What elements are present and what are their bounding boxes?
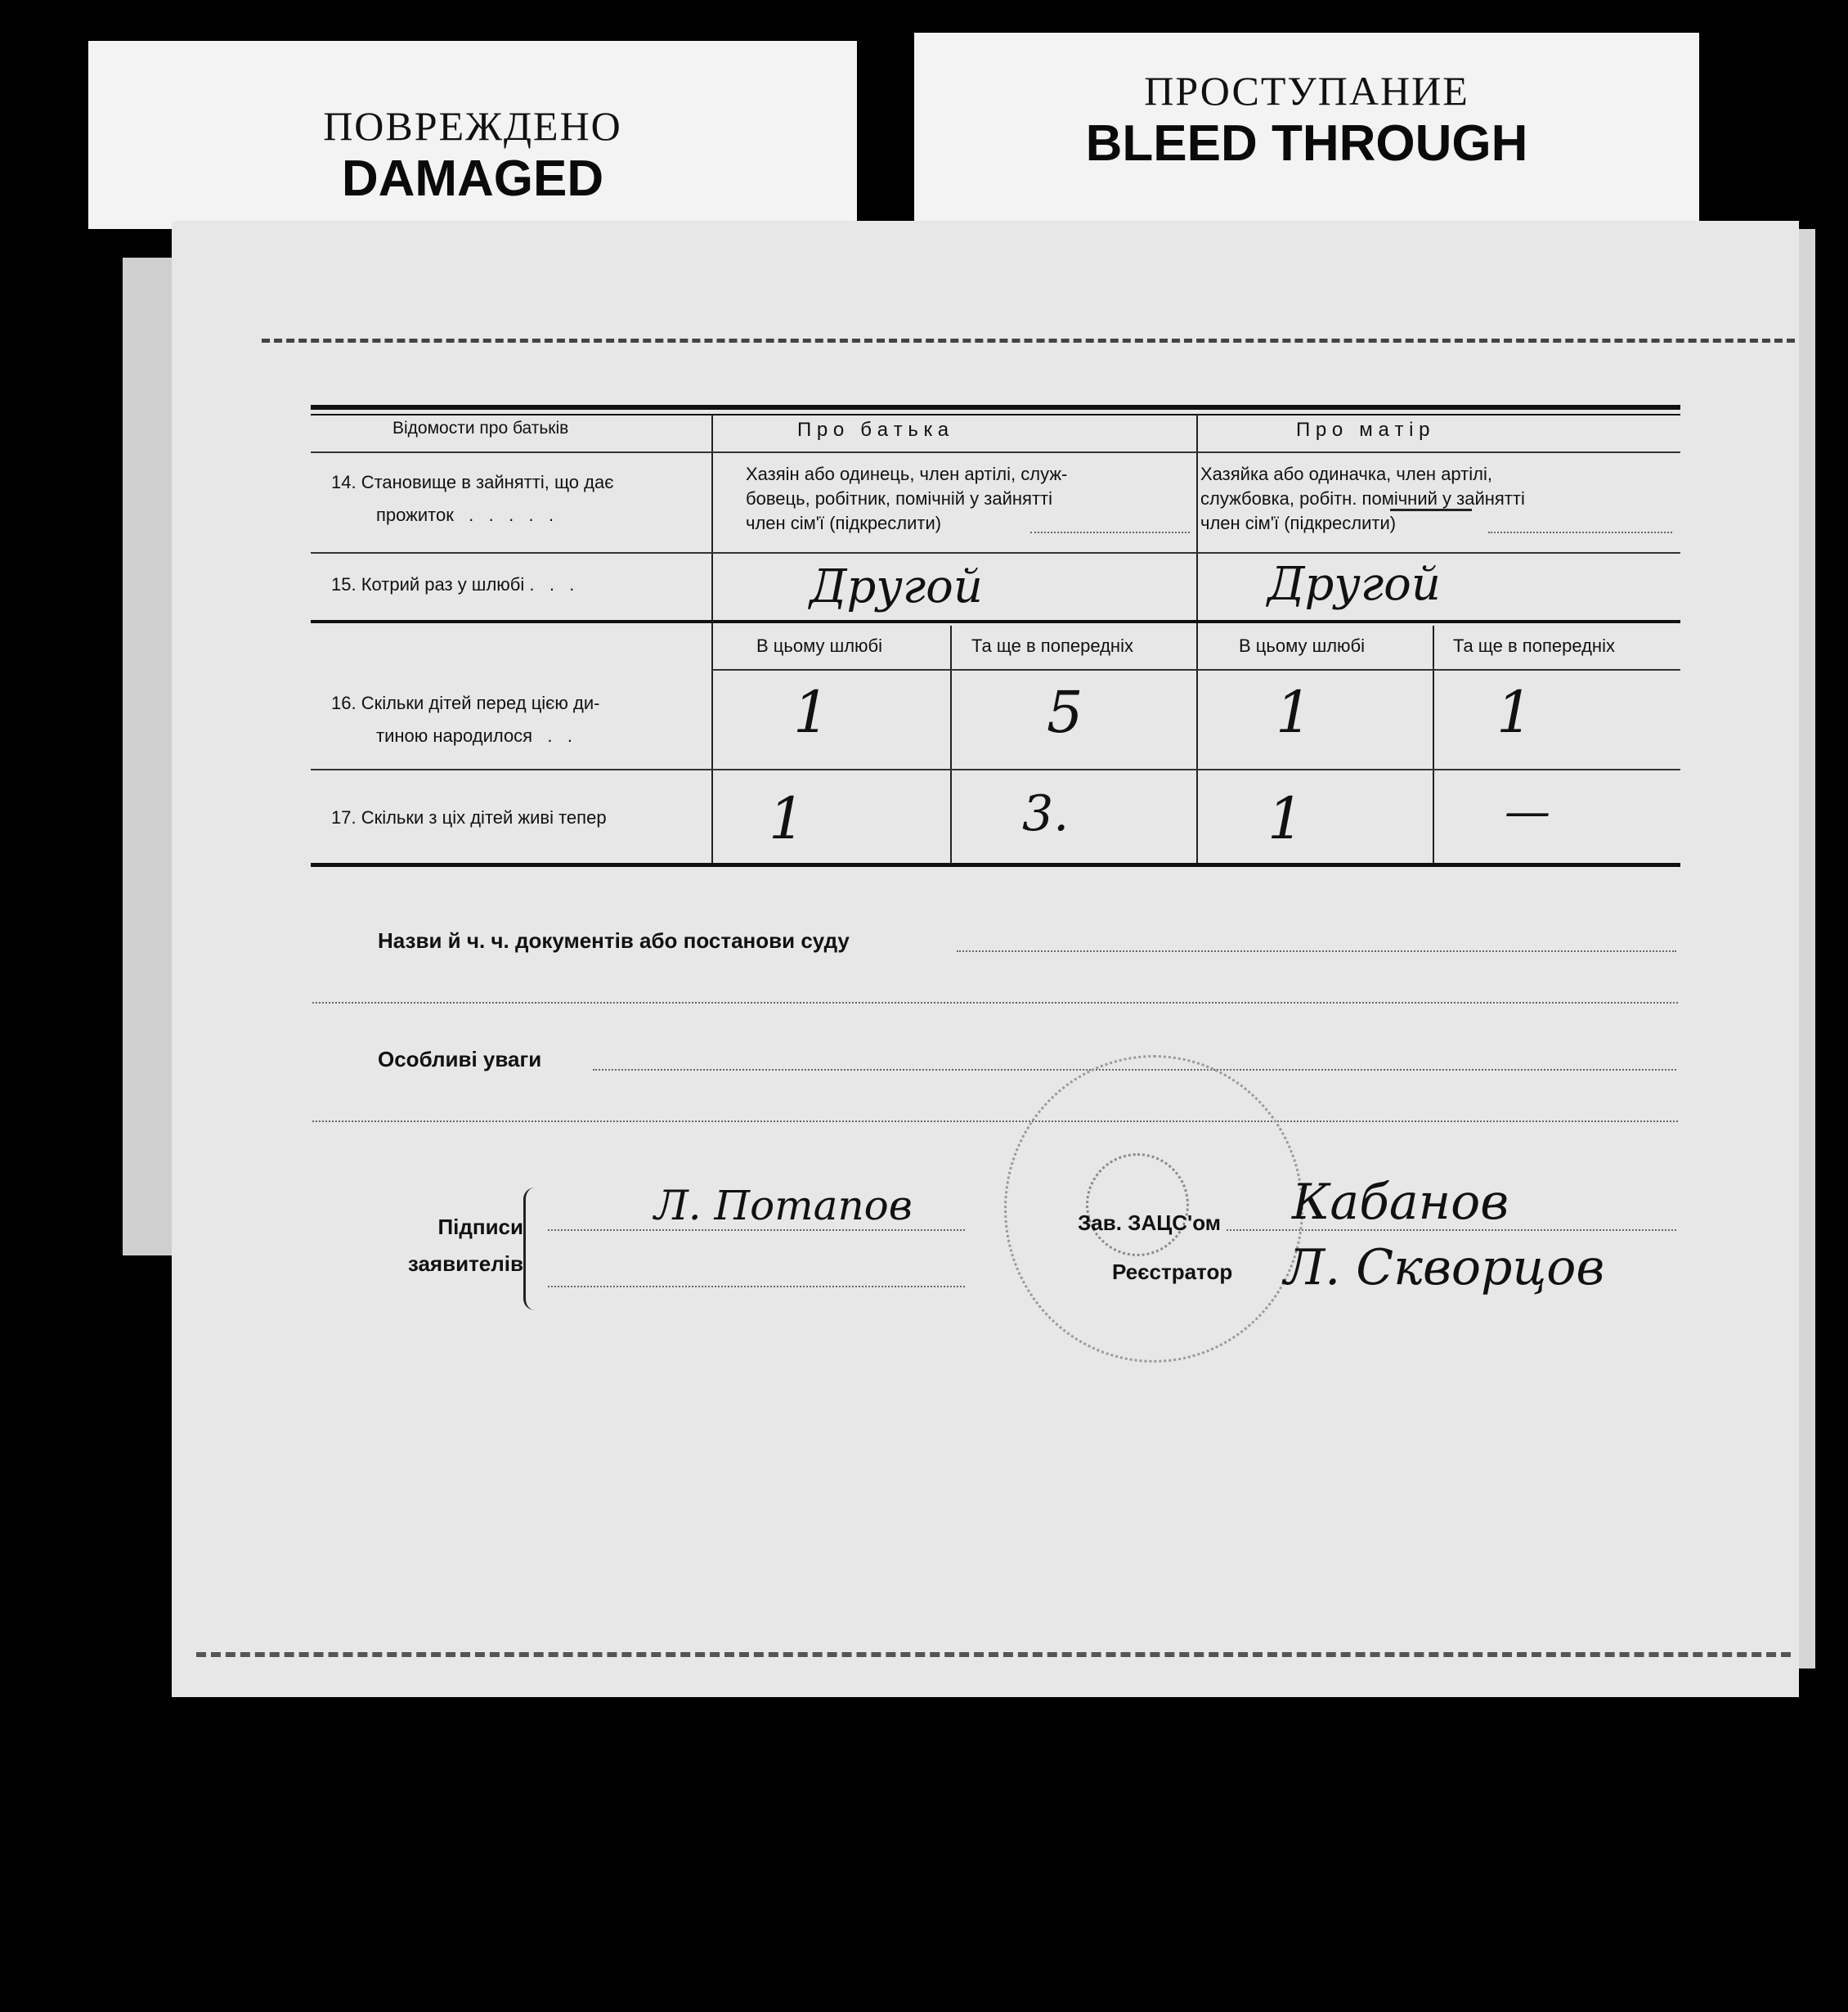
row14-label-line1: 14. Становище в зайнятті, що дає xyxy=(331,472,614,492)
row17-father-this: 1 xyxy=(769,785,805,852)
row17-mother-this: 1 xyxy=(1267,785,1304,852)
col-divider-mother-sub xyxy=(1433,626,1434,863)
row16-father-this: 1 xyxy=(793,679,830,746)
documents-line-2 xyxy=(312,1002,1678,1004)
notes-line-2 xyxy=(312,1121,1678,1122)
row16-label-line2: тиною народилося . . xyxy=(376,725,572,746)
mother-previous-header: Та ще в попередніх xyxy=(1453,635,1615,656)
table-top-rule xyxy=(311,405,1680,410)
row14-father-line1: Хазяін або одинець, член артілі, служ- xyxy=(746,464,1068,484)
row14-rule xyxy=(311,552,1680,554)
row14-mother-line2: службовка, робітн. помічний у зайнятті xyxy=(1200,488,1525,509)
row16-mother-this: 1 xyxy=(1276,679,1312,746)
head-of-registry-label: Зав. ЗАЦС'ом xyxy=(1078,1210,1221,1235)
row14-mother-line1: Хазяйка або одиначка, член артілі, xyxy=(1200,464,1492,484)
damaged-label-en: DAMAGED xyxy=(341,150,604,207)
row14-label-line2: прожиток . . . . . xyxy=(376,505,554,525)
father-previous-header: Та ще в попередніх xyxy=(971,635,1133,656)
header-row-rule xyxy=(311,451,1680,453)
row14-mother-dots xyxy=(1488,532,1672,533)
col-divider-label xyxy=(711,414,713,864)
row15-label: 15. Котрий раз у шлюбі . . . xyxy=(331,574,575,595)
perforation-bottom xyxy=(196,1652,1791,1657)
table-top-rule-thin xyxy=(311,414,1680,415)
head-signature: Кабанов xyxy=(1292,1174,1509,1231)
official-stamp-emblem xyxy=(1086,1153,1189,1256)
row14-father-dots xyxy=(1030,532,1190,533)
row14-father-line2: бовець, робітник, помічній у зайнятті xyxy=(746,488,1053,509)
signatures-label-line2: заявителів xyxy=(407,1251,523,1276)
signatures-label-line1: Підписи xyxy=(437,1215,523,1239)
row16-mother-previous: 1 xyxy=(1496,679,1533,746)
damaged-label-card xyxy=(88,41,857,229)
bleed-label-ru: ПРОСТУПАНИЕ xyxy=(1144,68,1469,114)
subheader-rule xyxy=(711,669,1680,671)
row14-mother-underline xyxy=(1390,509,1472,511)
row17-father-previous: 3. xyxy=(1022,785,1070,842)
row16-label-line1: 16. Скільки дітей перед цією ди- xyxy=(331,693,600,713)
bleed-through-label-card xyxy=(914,33,1699,229)
perforation-top xyxy=(262,339,1795,343)
row15-father-value: Другой xyxy=(810,560,983,613)
document-page xyxy=(172,221,1799,1697)
header-parents-info: Відомости про батьків xyxy=(392,419,569,438)
registrar-signature: Л. Скворцов xyxy=(1284,1239,1605,1296)
bleed-label-en: BLEED THROUGH xyxy=(1085,115,1528,172)
row15-mother-value: Другой xyxy=(1267,558,1441,611)
row14-father-line3: член сім'ї (підкреслити) xyxy=(746,513,942,533)
applicant-signature-line-1 xyxy=(548,1229,965,1231)
notes-label: Особливі уваги xyxy=(378,1047,542,1071)
documents-line-1 xyxy=(957,950,1676,952)
underlying-page-edge xyxy=(123,258,172,1255)
head-signature-line xyxy=(1227,1229,1676,1231)
header-mother: П р о м а т і р xyxy=(1296,419,1430,441)
row17-mother-previous: — xyxy=(1505,785,1550,838)
damaged-label-ru: ПОВРЕЖДЕНО xyxy=(323,103,622,149)
row14-mother-line3: член сім'ї (підкреслити) xyxy=(1200,513,1397,533)
mother-this-marriage-header: В цьому шлюбі xyxy=(1239,635,1366,656)
table-bottom-rule xyxy=(311,863,1680,867)
row16-rule xyxy=(311,769,1680,770)
father-this-marriage-header: В цьому шлюбі xyxy=(756,635,883,656)
row15-rule xyxy=(311,620,1680,623)
header-father: П р о б а т ь к а xyxy=(797,419,949,441)
applicant-signature-line-2 xyxy=(548,1286,965,1287)
documents-label: Назви й ч. ч. документів або постанови суду xyxy=(378,928,850,953)
col-divider-father-mother xyxy=(1196,414,1198,864)
row17-label: 17. Скільки з ціх дітей живі тепер xyxy=(331,807,607,828)
applicant-signature: Л. Потапов xyxy=(654,1182,913,1229)
row16-father-previous: 5 xyxy=(1047,679,1083,746)
col-divider-father-sub xyxy=(950,626,952,863)
registrar-label: Реєстратор xyxy=(1112,1260,1233,1284)
signatures-brace xyxy=(523,1188,542,1310)
